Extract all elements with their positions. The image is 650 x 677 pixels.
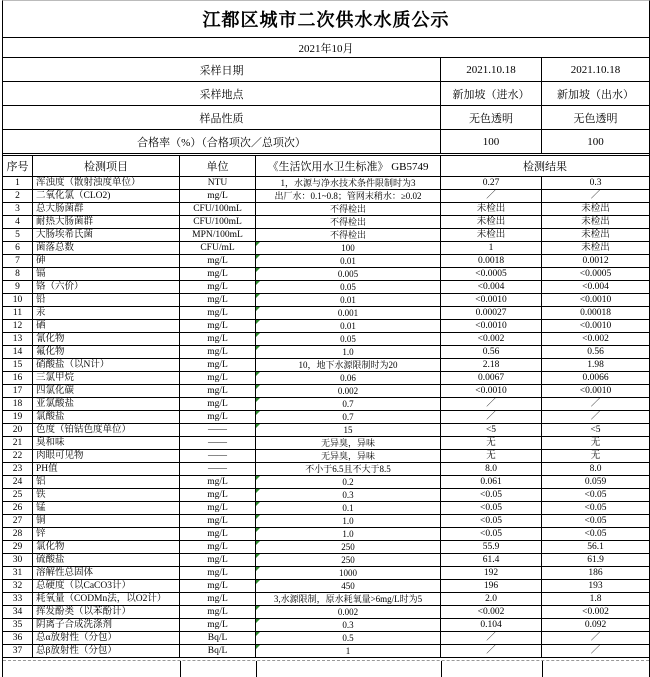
cell-result-outlet: ／ <box>590 412 601 422</box>
cell-result-outlet: <0.0005 <box>579 269 612 279</box>
page-title: 江都区城市二次供水水质公示 <box>202 10 450 30</box>
cell-standard: 1 <box>256 645 441 657</box>
header-unit: 单位 <box>180 156 256 176</box>
cell-result-inlet: ／ <box>441 411 542 423</box>
cell-standard: 无异臭，异味 <box>256 450 441 462</box>
table-row <box>3 294 649 307</box>
cell-result-inlet: <0.0005 <box>441 268 542 280</box>
cell-result-outlet: 1.98 <box>587 360 604 370</box>
cell-standard: 不得检出 <box>256 216 441 228</box>
cell-item: 铁 <box>33 489 180 501</box>
table-header-section <box>3 155 649 177</box>
info-label: 采样日期 <box>3 58 441 81</box>
cell-no: 34 <box>3 606 33 618</box>
cell-result-inlet: 0.061 <box>441 476 542 488</box>
cell-item: 肉眼可见物 <box>33 450 180 462</box>
cell-result-outlet: 无 <box>590 451 601 461</box>
cell-unit: mg/L <box>180 541 256 553</box>
cell-no: 36 <box>3 632 33 644</box>
cell-item: 阴离子合成洗涤剂 <box>33 619 180 631</box>
cell-standard: 不得检出 <box>256 203 441 215</box>
cell-result-inlet: ／ <box>441 190 542 202</box>
table-row <box>3 502 649 515</box>
cell-standard: 0.7 <box>256 411 441 423</box>
table-row <box>3 528 649 541</box>
cell-item: 铜 <box>33 515 180 527</box>
cell-no: 28 <box>3 528 33 540</box>
cell-unit: mg/L <box>180 372 256 384</box>
cell-no: 11 <box>3 307 33 319</box>
cell-item: 锌 <box>33 528 180 540</box>
cell-result-outlet: <5 <box>590 425 601 435</box>
cell-no: 26 <box>3 502 33 514</box>
info-value-outlet: 2021.10.18 <box>570 63 621 76</box>
grid-line <box>542 661 543 677</box>
cell-standard: 出厂水：0.1~0.8；管网末稍水：≥0.02 <box>256 190 441 202</box>
cell-result-outlet: ／ <box>590 399 601 409</box>
cell-unit: mg/L <box>180 554 256 566</box>
cell-result-outlet: 56.1 <box>587 542 604 552</box>
table-row <box>3 424 649 437</box>
grid-line <box>180 661 181 677</box>
cell-item: 挥发酚类（以苯酚计） <box>33 606 180 618</box>
cell-result-inlet: 0.104 <box>441 619 542 631</box>
cell-standard: 0.002 <box>256 385 441 397</box>
cell-result-inlet: <0.05 <box>441 515 542 527</box>
info-label: 采样地点 <box>3 82 441 105</box>
cell-no: 25 <box>3 489 33 501</box>
cell-item: 硫酸盐 <box>33 554 180 566</box>
month-row <box>3 38 649 58</box>
cell-item: 砷 <box>33 255 180 267</box>
info-value-inlet: 2021.10.18 <box>441 58 542 81</box>
cell-result-inlet: 61.4 <box>441 554 542 566</box>
cell-standard: 250 <box>256 541 441 553</box>
cell-no: 10 <box>3 294 33 306</box>
cell-standard: 0.7 <box>256 398 441 410</box>
cell-item: 大肠埃希氏菌 <box>33 229 180 241</box>
info-value-inlet: 100 <box>441 130 542 153</box>
cell-result-outlet: 0.0012 <box>582 256 609 266</box>
cell-item: 硝酸盐（以N计） <box>33 359 180 371</box>
cell-no: 20 <box>3 424 33 436</box>
page-break-strip <box>3 660 649 677</box>
cell-result-outlet: 未检出 <box>581 204 610 214</box>
cell-result-inlet: 0.27 <box>441 177 542 189</box>
cell-unit: mg/L <box>180 385 256 397</box>
cell-unit: mg/L <box>180 346 256 358</box>
info-value-outlet: 无色透明 <box>573 112 618 125</box>
cell-standard: 0.002 <box>256 606 441 618</box>
cell-no: 22 <box>3 450 33 462</box>
cell-unit: —— <box>180 463 256 475</box>
table-row <box>3 372 649 385</box>
grid-line <box>441 661 442 677</box>
cell-unit: mg/L <box>180 307 256 319</box>
cell-result-inlet: 2.0 <box>441 593 542 605</box>
cell-result-inlet: 8.0 <box>441 463 542 475</box>
cell-no: 16 <box>3 372 33 384</box>
table-row <box>3 333 649 346</box>
cell-item: 铝 <box>33 476 180 488</box>
cell-item: 氰化物 <box>33 333 180 345</box>
cell-standard: 3,水源限制，原水耗氧量>6mg/L时为5 <box>256 593 441 605</box>
cell-result-inlet: <0.002 <box>441 333 542 345</box>
cell-result-inlet: 1 <box>441 242 542 254</box>
header-standard: 《生活饮用水卫生标准》 GB5749 <box>256 156 441 176</box>
cell-standard: 无异臭，异味 <box>256 437 441 449</box>
cell-item: 亚氯酸盐 <box>33 398 180 410</box>
info-value-inlet: 新加坡（进水） <box>441 82 542 105</box>
cell-unit: mg/L <box>180 255 256 267</box>
cell-no: 1 <box>3 177 33 189</box>
cell-standard: 0.01 <box>256 294 441 306</box>
cell-result-outlet: <0.002 <box>582 607 609 617</box>
cell-result-inlet: 0.0018 <box>441 255 542 267</box>
cell-result-outlet: 0.00018 <box>580 308 611 318</box>
cell-item: 铅 <box>33 294 180 306</box>
info-row <box>3 106 649 130</box>
cell-result-inlet: <5 <box>441 424 542 436</box>
cell-standard: 10，地下水源限制时为20 <box>256 359 441 371</box>
cell-result-outlet: ／ <box>590 191 601 201</box>
cell-standard: 1，水源与净水技术条件限制时为3 <box>256 177 441 189</box>
cell-item: 色度（铂钴色度单位） <box>33 424 180 436</box>
cell-result-inlet: 无 <box>441 437 542 449</box>
cell-result-outlet: <0.05 <box>584 516 607 526</box>
cell-result-outlet: 0.0066 <box>582 373 609 383</box>
cell-no: 2 <box>3 190 33 202</box>
cell-result-outlet: 0.3 <box>589 178 602 188</box>
cell-result-inlet: 0.56 <box>441 346 542 358</box>
cell-unit: mg/L <box>180 411 256 423</box>
cell-result-outlet: 未检出 <box>581 217 610 227</box>
cell-result-inlet: <0.0010 <box>441 320 542 332</box>
cell-no: 9 <box>3 281 33 293</box>
cell-result-inlet: 未检出 <box>441 216 542 228</box>
cell-unit: Bq/L <box>180 632 256 644</box>
info-label: 样品性质 <box>3 106 441 129</box>
info-value-outlet: 新加坡（出水） <box>557 88 634 101</box>
cell-no: 29 <box>3 541 33 553</box>
cell-unit: mg/L <box>180 580 256 592</box>
cell-result-outlet: 186 <box>588 568 603 578</box>
cell-result-inlet: 0.0067 <box>441 372 542 384</box>
table-row <box>3 450 649 463</box>
cell-result-outlet: <0.0010 <box>579 321 612 331</box>
cell-standard: 0.5 <box>256 632 441 644</box>
cell-no: 15 <box>3 359 33 371</box>
cell-result-inlet: <0.05 <box>441 502 542 514</box>
table-row <box>3 593 649 606</box>
cell-item: 镉 <box>33 268 180 280</box>
table-header-row <box>3 155 649 177</box>
cell-standard: 0.1 <box>256 502 441 514</box>
cell-standard: 450 <box>256 580 441 592</box>
table-row <box>3 619 649 632</box>
cell-result-inlet: 192 <box>441 567 542 579</box>
table-row <box>3 541 649 554</box>
cell-standard: 0.2 <box>256 476 441 488</box>
cell-standard: 0.05 <box>256 281 441 293</box>
cell-no: 12 <box>3 320 33 332</box>
table-row <box>3 268 649 281</box>
cell-item: 硒 <box>33 320 180 332</box>
cell-no: 17 <box>3 385 33 397</box>
table-row <box>3 476 649 489</box>
cell-item: 总β放射性（分包） <box>33 645 180 657</box>
cell-unit: —— <box>180 450 256 462</box>
cell-unit: mg/L <box>180 294 256 306</box>
cell-unit: CFU/mL <box>180 242 256 254</box>
cell-standard: 100 <box>256 242 441 254</box>
cell-no: 4 <box>3 216 33 228</box>
cell-result-inlet: ／ <box>441 645 542 657</box>
cell-result-outlet: 未检出 <box>581 243 610 253</box>
cell-no: 19 <box>3 411 33 423</box>
header-result: 检测结果 <box>523 161 567 173</box>
cell-result-outlet: <0.05 <box>584 529 607 539</box>
cell-item: 总硬度（以CaCO3计） <box>33 580 180 592</box>
table-row <box>3 203 649 216</box>
cell-result-inlet: 0.00027 <box>441 307 542 319</box>
cell-no: 7 <box>3 255 33 267</box>
cell-standard: 不小于6.5且不大于8.5 <box>256 463 441 475</box>
table-row <box>3 229 649 242</box>
cell-unit: mg/L <box>180 593 256 605</box>
cell-item: 锰 <box>33 502 180 514</box>
cell-result-inlet: <0.0010 <box>441 294 542 306</box>
cell-unit: mg/L <box>180 606 256 618</box>
cell-no: 33 <box>3 593 33 605</box>
cell-no: 21 <box>3 437 33 449</box>
cell-result-outlet: 193 <box>588 581 603 591</box>
cell-standard: 0.3 <box>256 619 441 631</box>
cell-no: 18 <box>3 398 33 410</box>
title-row <box>3 1 649 38</box>
cell-standard: 0.3 <box>256 489 441 501</box>
cell-standard: 0.005 <box>256 268 441 280</box>
cell-unit: Bq/L <box>180 645 256 657</box>
cell-unit: mg/L <box>180 359 256 371</box>
table-row <box>3 346 649 359</box>
cell-unit: mg/L <box>180 528 256 540</box>
cell-unit: mg/L <box>180 398 256 410</box>
header-item: 检测项目 <box>33 156 180 176</box>
cell-unit: mg/L <box>180 333 256 345</box>
cell-result-outlet: 0.092 <box>584 620 607 630</box>
cell-result-outlet: 无 <box>590 438 601 448</box>
cell-no: 35 <box>3 619 33 631</box>
table-row <box>3 554 649 567</box>
info-row <box>3 82 649 106</box>
table-row <box>3 216 649 229</box>
cell-no: 37 <box>3 645 33 657</box>
report-month: 2021年10月 <box>298 42 354 55</box>
cell-unit: CFU/100mL <box>180 203 256 215</box>
cell-unit: —— <box>180 424 256 436</box>
cell-item: 耗氧量（CODMn法，以O2计） <box>33 593 180 605</box>
cell-unit: mg/L <box>180 489 256 501</box>
cell-item: 菌落总数 <box>33 242 180 254</box>
cell-no: 3 <box>3 203 33 215</box>
cell-item: 浑浊度（散射浊度单位） <box>33 177 180 189</box>
table-row <box>3 489 649 502</box>
cell-no: 8 <box>3 268 33 280</box>
cell-unit: mg/L <box>180 281 256 293</box>
cell-result-outlet: 0.059 <box>584 477 607 487</box>
cell-standard: 1.0 <box>256 515 441 527</box>
table-row <box>3 645 649 658</box>
cell-item: 氟化物 <box>33 346 180 358</box>
cell-no: 13 <box>3 333 33 345</box>
cell-unit: mg/L <box>180 476 256 488</box>
cell-result-inlet: <0.05 <box>441 489 542 501</box>
cell-unit: mg/L <box>180 515 256 527</box>
cell-no: 5 <box>3 229 33 241</box>
cell-result-inlet: 未检出 <box>441 229 542 241</box>
cell-result-outlet: <0.0010 <box>579 295 612 305</box>
info-row <box>3 58 649 82</box>
cell-result-inlet: <0.05 <box>441 528 542 540</box>
header-no: 序号 <box>3 156 33 176</box>
cell-item: 氯化物 <box>33 541 180 553</box>
cell-standard: 1.0 <box>256 346 441 358</box>
cell-no: 6 <box>3 242 33 254</box>
cell-unit: CFU/100mL <box>180 216 256 228</box>
cell-result-inlet: <0.004 <box>441 281 542 293</box>
cell-result-outlet: <0.05 <box>584 490 607 500</box>
cell-item: 氯酸盐 <box>33 411 180 423</box>
cell-standard: 0.01 <box>256 320 441 332</box>
cell-standard: 1.0 <box>256 528 441 540</box>
table-row <box>3 437 649 450</box>
cell-item: 汞 <box>33 307 180 319</box>
cell-item: PH值 <box>33 463 180 475</box>
cell-no: 31 <box>3 567 33 579</box>
cell-standard: 0.06 <box>256 372 441 384</box>
cell-item: 总α放射性（分包） <box>33 632 180 644</box>
cell-result-inlet: 55.9 <box>441 541 542 553</box>
cell-result-outlet: 0.56 <box>587 347 604 357</box>
table-row <box>3 398 649 411</box>
cell-result-outlet: <0.004 <box>582 282 609 292</box>
cell-unit: mg/L <box>180 619 256 631</box>
cell-result-outlet: 1.8 <box>589 594 602 604</box>
cell-result-inlet: <0.002 <box>441 606 542 618</box>
cell-result-outlet: <0.0010 <box>579 386 612 396</box>
table-body <box>3 177 649 658</box>
cell-unit: mg/L <box>180 268 256 280</box>
cell-result-inlet: <0.0010 <box>441 385 542 397</box>
cell-result-inlet: ／ <box>441 632 542 644</box>
table-row <box>3 580 649 593</box>
sample-info-section <box>3 58 649 154</box>
info-value-inlet: 无色透明 <box>441 106 542 129</box>
cell-standard: 0.05 <box>256 333 441 345</box>
cell-standard: 0.001 <box>256 307 441 319</box>
spreadsheet <box>2 0 650 677</box>
cell-no: 27 <box>3 515 33 527</box>
cell-result-outlet: ／ <box>590 646 601 656</box>
cell-result-inlet: ／ <box>441 398 542 410</box>
table-row <box>3 242 649 255</box>
cell-result-inlet: 196 <box>441 580 542 592</box>
cell-unit: mg/L <box>180 320 256 332</box>
cell-unit: MPN/100mL <box>180 229 256 241</box>
cell-unit: mg/L <box>180 190 256 202</box>
table-row <box>3 281 649 294</box>
table-row <box>3 632 649 645</box>
cell-item: 总大肠菌群 <box>33 203 180 215</box>
info-label: 合格率（%）（合格项次／总项次） <box>3 130 441 153</box>
table-row <box>3 515 649 528</box>
cell-result-outlet: 未检出 <box>581 230 610 240</box>
cell-standard: 1000 <box>256 567 441 579</box>
cell-result-outlet: 61.9 <box>587 555 604 565</box>
table-row <box>3 320 649 333</box>
cell-unit: —— <box>180 437 256 449</box>
cell-result-outlet: 8.0 <box>589 464 602 474</box>
cell-unit: NTU <box>180 177 256 189</box>
table-row <box>3 463 649 476</box>
info-row <box>3 130 649 154</box>
cell-standard: 15 <box>256 424 441 436</box>
cell-item: 耐热大肠菌群 <box>33 216 180 228</box>
cell-item: 四氯化碳 <box>33 385 180 397</box>
table-row <box>3 255 649 268</box>
table-row <box>3 567 649 580</box>
cell-no: 24 <box>3 476 33 488</box>
cell-result-outlet: ／ <box>590 633 601 643</box>
cell-result-inlet: 无 <box>441 450 542 462</box>
table-row <box>3 307 649 320</box>
cell-item: 二氧化氯（CLO2) <box>33 190 180 202</box>
cell-result-inlet: 未检出 <box>441 203 542 215</box>
cell-standard: 250 <box>256 554 441 566</box>
cell-result-outlet: <0.05 <box>584 503 607 513</box>
cell-no: 23 <box>3 463 33 475</box>
cell-no: 30 <box>3 554 33 566</box>
info-value-outlet: 100 <box>587 135 604 148</box>
cell-no: 14 <box>3 346 33 358</box>
cell-item: 溶解性总固体 <box>33 567 180 579</box>
cell-no: 32 <box>3 580 33 592</box>
cell-item: 臭和味 <box>33 437 180 449</box>
grid-line <box>256 661 257 677</box>
cell-unit: mg/L <box>180 567 256 579</box>
cell-item: 三氯甲烷 <box>33 372 180 384</box>
cell-item: 铬（六价） <box>33 281 180 293</box>
cell-result-outlet: <0.002 <box>582 334 609 344</box>
table-row <box>3 606 649 619</box>
table-row <box>3 385 649 398</box>
table-row <box>3 177 649 190</box>
cell-standard: 0.01 <box>256 255 441 267</box>
table-row <box>3 359 649 372</box>
table-row <box>3 190 649 203</box>
cell-unit: mg/L <box>180 502 256 514</box>
table-row <box>3 411 649 424</box>
cell-result-inlet: 2.18 <box>441 359 542 371</box>
cell-standard: 不得检出 <box>256 229 441 241</box>
